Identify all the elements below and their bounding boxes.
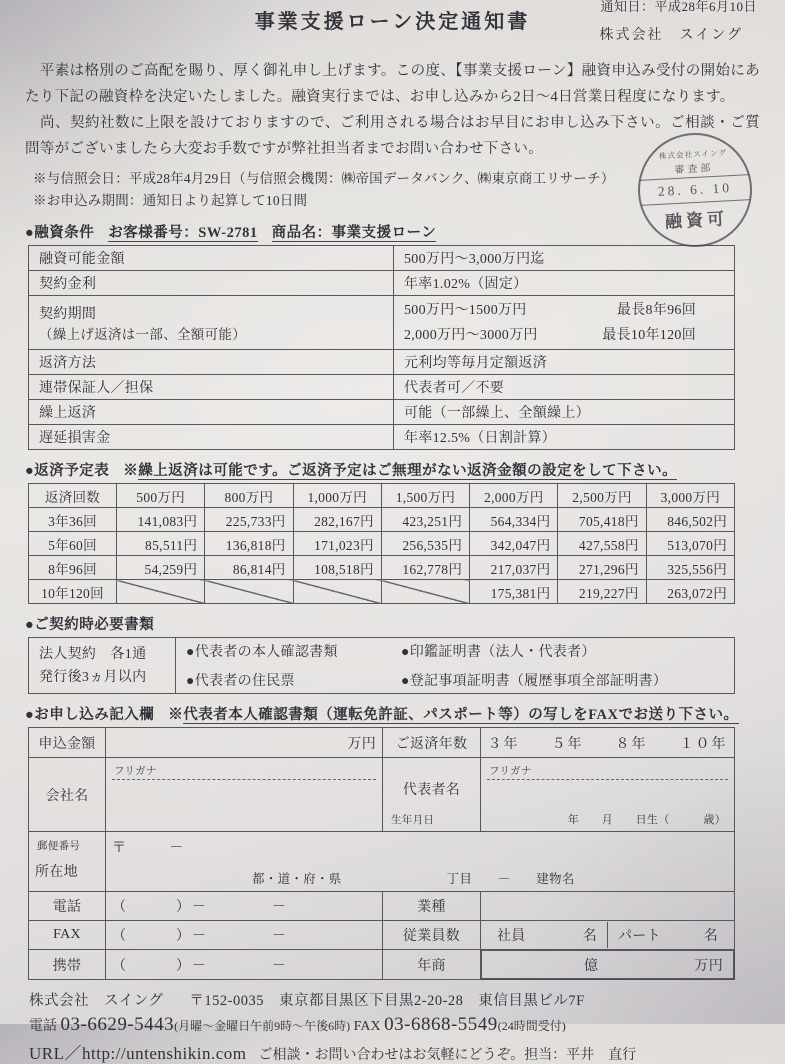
years-options-field[interactable]: ３年 ５年 ８年 １０年: [481, 728, 735, 758]
footer-fax-hours: (24時間受付): [497, 1019, 566, 1033]
cell-value: 256,535円: [381, 532, 469, 556]
table-row: [29, 892, 735, 921]
issuer-company: 株式会社 スイング: [599, 28, 743, 43]
doc-item-id: ●代表者の本人確認書類: [186, 645, 338, 660]
docs-contract-type: [29, 638, 176, 694]
footer-tel-hours: (月曜～金曜日午前9時～午後6時): [174, 1019, 351, 1033]
cond-value-late-charge: 年率12.5%（日割計算）: [394, 425, 735, 450]
footer: [25, 989, 760, 1064]
mobile-field[interactable]: （ ）－ －: [106, 950, 383, 980]
cell-value: 54,259円: [117, 556, 205, 580]
mobile-label: 携帯: [29, 950, 106, 980]
col-header-8m: 800万円: [205, 484, 293, 508]
company-furigana-label: フリガナ: [112, 761, 376, 780]
sales-man-unit: 万円: [694, 958, 723, 974]
cell-value: 513,070円: [646, 532, 734, 556]
term-range-2: 2,000万円～3000万円: [404, 327, 538, 343]
postal-code-format: 〒 －: [112, 841, 184, 856]
footer-company: 株式会社 スイング: [29, 993, 164, 1009]
term-max-1: 最長8年96回: [616, 302, 696, 318]
col-header-15m: 1,500万円: [381, 484, 469, 508]
table-row: [29, 425, 735, 450]
docs-items: [186, 641, 724, 690]
employees-label: 従業員数: [383, 921, 481, 950]
application-note-mark: ※: [168, 707, 184, 723]
col-header-25m: 2,500万円: [558, 484, 646, 508]
table-row: [29, 296, 735, 350]
cell-value: 162,778円: [381, 556, 469, 580]
cell-value: 219,227円: [558, 580, 646, 604]
cell-value: 108,518円: [293, 556, 381, 580]
cond-label-repayment-method: 返済方法: [29, 350, 394, 375]
product-name: 商品名：事業支援ローン: [271, 225, 437, 241]
cond-label-late-charge: 遅延損害金: [29, 425, 394, 450]
address-label-cell: [29, 832, 106, 892]
block-building-hint: 丁目 － 建物名: [446, 872, 575, 886]
fax-label: FAX: [29, 921, 106, 950]
contract-term-sublabel: （繰上げ返済は一部、全額可能）: [39, 326, 246, 342]
cond-value-early-repayment: 可能（一部繰上、全額繰上）: [394, 400, 735, 425]
row-label-5y: 5年60回: [29, 532, 117, 556]
prefecture-hint: 都・道・府・県: [252, 872, 342, 886]
stamp-company-text: 株式会社スイング: [658, 147, 728, 161]
cond-label-interest-rate: 契約金利: [29, 271, 394, 296]
representative-label-cell: [383, 758, 481, 832]
address-label: 所在地: [35, 865, 78, 880]
documents-heading: ●ご契約時必要書類: [25, 617, 155, 633]
cell-value: 263,072円: [646, 580, 734, 604]
docs-items-cell: [176, 638, 735, 694]
table-header-row: [29, 484, 735, 508]
cell-value: 705,418円: [558, 508, 646, 532]
cell-value: 171,023円: [293, 532, 381, 556]
doc-item-seal-cert: ●印鑑証明書（法人・代表者）: [401, 645, 596, 660]
cell-value: 846,502円: [646, 508, 734, 532]
table-row: [29, 246, 735, 271]
representative-label: 代表者名: [402, 783, 461, 798]
term-line-1: [404, 298, 724, 323]
credit-check-note: ※与信照会日：平成28年4月29日（与信照会機関：㈱帝国データバンク、㈱東京商工リサーチ）: [33, 171, 615, 186]
table-row: [29, 638, 735, 694]
cell-value: 85,511円: [117, 532, 205, 556]
term-line-2: [404, 323, 724, 348]
cell-value: 282,167円: [293, 508, 381, 532]
cell-value: 217,037円: [470, 556, 558, 580]
cond-label-early-repayment: 繰上返済: [29, 400, 394, 425]
employees-field[interactable]: [481, 921, 735, 950]
cell-value: 136,818円: [205, 532, 293, 556]
term-max-2: 最長10年120回: [602, 327, 696, 343]
table-row: [29, 508, 735, 532]
annual-sales-label: 年商: [383, 950, 481, 980]
table-row: [29, 400, 735, 425]
cell-value: 342,047円: [470, 532, 558, 556]
table-row: [29, 832, 735, 892]
notice-date: 通知日：平成28年6月10日: [600, 0, 757, 14]
sales-oku-unit: 億: [584, 958, 599, 974]
years-label: ご返済年数: [383, 728, 481, 758]
cell-value: 564,334円: [470, 508, 558, 532]
row-label-10y: 10年120回: [29, 580, 117, 604]
customer-number: お客様番号：SW-2781: [108, 225, 258, 241]
col-header-count: 返済回数: [29, 484, 117, 508]
docs-contract-type-line2: 発行後3ヵ月以内: [39, 669, 147, 685]
schedule-heading: [25, 459, 760, 480]
cell-value: 423,251円: [381, 508, 469, 532]
col-header-5m: 500万円: [117, 484, 205, 508]
amount-field[interactable]: 万円: [106, 728, 383, 758]
birthdate-label: 生年月日: [391, 815, 435, 826]
address-field[interactable]: [106, 832, 735, 892]
birthdate-format: 年 月 日生（ 歳）: [567, 814, 726, 826]
schedule-note-mark: ※: [123, 463, 139, 479]
row-label-3y: 3年36回: [29, 508, 117, 532]
application-heading-label: ●お申し込み記入欄: [25, 707, 155, 723]
employees-parttime-label: パート: [618, 929, 661, 944]
schedule-heading-label: ●返済予定表: [25, 463, 110, 479]
fax-field[interactable]: （ ）－ －: [106, 921, 383, 950]
phone-label: 電話: [29, 892, 106, 921]
footer-fax-label: FAX: [353, 1019, 381, 1034]
repayment-schedule-table: [28, 483, 735, 604]
required-documents-table: [28, 637, 735, 694]
cond-label-contract-term: [29, 296, 394, 350]
cell-value: 325,556円: [646, 556, 734, 580]
footer-url: URL／http://untenshikin.com: [29, 1044, 247, 1063]
table-row: [29, 728, 735, 758]
stamp-department-text: 審査部: [674, 162, 714, 176]
cell-value: 271,296円: [558, 556, 646, 580]
table-row: [29, 556, 735, 580]
cond-value-loan-amount: 500万円～3,000万円迄: [394, 246, 735, 271]
application-heading: [25, 703, 760, 724]
cond-value-guarantor: 代表者可／不要: [394, 375, 735, 400]
cell-not-available: [293, 580, 381, 604]
employees-fulltime-unit: 名: [582, 929, 597, 944]
company-name-field[interactable]: [106, 758, 383, 832]
cell-value: 141,083円: [117, 508, 205, 532]
representative-furigana-label: フリガナ: [487, 761, 728, 780]
term-range-1: 500万円～1500万円: [404, 302, 527, 318]
doc-item-residence: ●代表者の住民票: [186, 674, 295, 689]
industry-field[interactable]: [481, 892, 735, 921]
approval-stamp: [635, 130, 755, 250]
loan-conditions-table: [28, 245, 735, 450]
col-header-20m: 2,000万円: [470, 484, 558, 508]
cell-value: 225,733円: [205, 508, 293, 532]
docs-contract-type-line1: 法人契約 各1通: [39, 646, 147, 662]
employees-parttime-unit: 名: [703, 929, 718, 944]
footer-tel-label: 電話: [29, 1019, 57, 1034]
annual-sales-field[interactable]: [481, 950, 734, 979]
col-header-10m: 1,000万円: [293, 484, 381, 508]
table-row: [29, 758, 735, 832]
table-row: [29, 921, 735, 950]
stamp-top: [637, 132, 749, 179]
footer-fax-number: 03-6868-5549: [384, 1014, 498, 1035]
amount-label: 申込金額: [29, 728, 106, 758]
cond-value-repayment-method: 元利均等毎月定額返済: [394, 350, 735, 375]
table-row: [29, 350, 735, 375]
postal-code-label: 郵便番号: [37, 841, 81, 852]
phone-field[interactable]: （ ）－ －: [106, 892, 383, 921]
cell-value: 86,814円: [205, 556, 293, 580]
table-row: [29, 532, 735, 556]
company-name-label: 会社名: [29, 758, 106, 832]
cell-not-available: [205, 580, 293, 604]
industry-label: 業種: [383, 892, 481, 921]
footer-contact-message: ご相談・お問い合わせはお気軽にどうぞ。担当：平井 直行: [258, 1048, 637, 1063]
cond-value-contract-term: [394, 296, 735, 350]
application-period-note: ※お申込み期間：通知日より起算して10日間: [33, 193, 308, 208]
representative-name-field[interactable]: [481, 758, 735, 832]
table-row: [29, 271, 735, 296]
footer-address: 〒152-0035 東京都目黒区下目黒2-20-28 東信目黒ビル7F: [189, 993, 585, 1009]
cell-not-available: [381, 580, 469, 604]
cond-label-loan-amount: 融資可能金額: [29, 246, 394, 271]
conditions-heading-label: ●融資条件: [25, 225, 95, 241]
cond-label-guarantor: 連帯保証人／担保: [29, 375, 394, 400]
cond-value-interest-rate: 年率1.02%（固定）: [394, 271, 735, 296]
cell-value: 427,558円: [558, 532, 646, 556]
col-header-30m: 3,000万円: [646, 484, 734, 508]
page-title: 事業支援ローン決定通知書: [254, 11, 531, 33]
stamp-result: 融資可: [664, 208, 729, 232]
contract-term-label: 契約期間: [39, 306, 97, 322]
footer-tel-number: 03-6629-5443: [60, 1014, 175, 1035]
intro-paragraph-2: 尚、契約社数に上限を設けておりますので、ご利用される場合はお早目にお申し込み下さい。ご相談・ご質問等がございましたら大変お手数ですが弊社担当者までお問い合わせ下さい。: [25, 115, 760, 157]
table-row: [29, 950, 735, 980]
footer-phone-line: [29, 1014, 760, 1036]
row-label-8y: 8年96回: [29, 556, 117, 580]
cell-value: 175,381円: [470, 580, 558, 604]
cell-not-available: [117, 580, 205, 604]
footer-company-line: [29, 989, 760, 1010]
employees-fulltime-label: 社員: [497, 929, 526, 944]
application-note: 代表者本人確認書類（運転免許証、パスポート等）の写しをFAXでお送り下さい。: [183, 707, 739, 723]
intro-paragraph-1: 平素は格別のご高配を賜り、厚く御礼申し上げます。この度、【事業支援ローン】融資申込み受付の開始にあたり下記の融資枠を決定いたしました。融資実行までは、お申し込みから2日～4日営業日程度になります。: [25, 63, 760, 105]
table-row: [29, 580, 735, 604]
application-form-table: [28, 727, 735, 980]
stamp-date: 28. 6. 10: [639, 174, 750, 206]
doc-item-registry: ●登記事項証明書（履歴事項全部証明書）: [401, 674, 668, 689]
schedule-note: 繰上返済は可能です。ご返済予定はご無理がない返済金額の設定をして下さい。: [138, 463, 678, 479]
footer-url-line: [29, 1039, 760, 1064]
table-row: [29, 375, 735, 400]
